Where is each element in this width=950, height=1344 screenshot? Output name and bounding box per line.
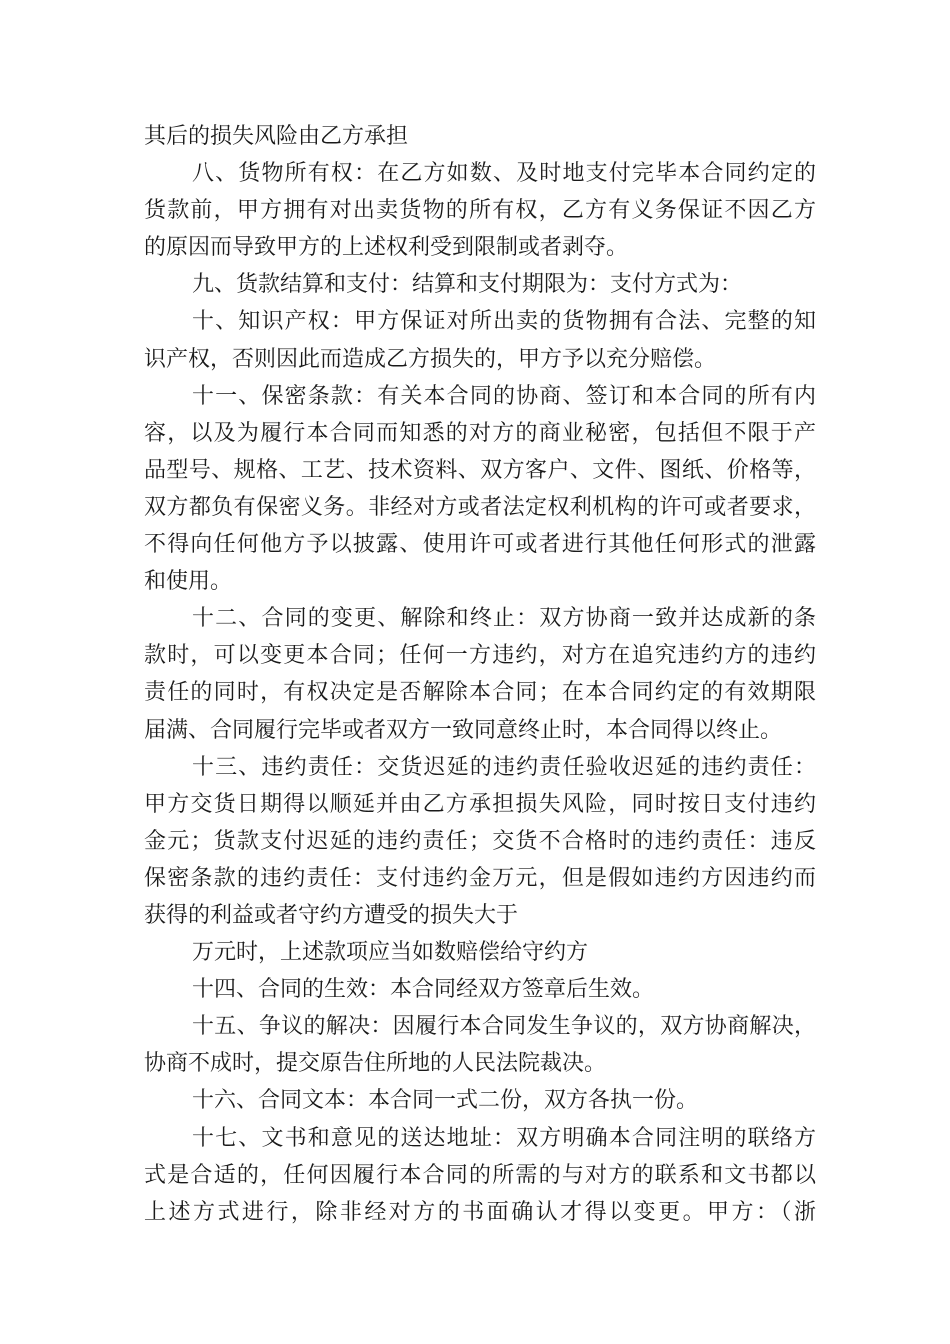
text-line: 责任的同时，有权决定是否解除本合同；在本合同约定的有效期限 [144,680,816,706]
text-line: 保密条款的违约责任：支付违约金万元，但是假如违约方因违约而 [144,865,816,891]
contract-body-text [144,118,816,1231]
text-line: 十四、合同的生效：本合同经双方签章后生效。 [192,977,655,1003]
text-line: 和使用。 [144,569,233,595]
text-line: 十一、保密条款：有关本合同的协商、签订和本合同的所有内 [192,383,816,409]
text-line: 八、货物所有权：在乙方如数、及时地支付完毕本合同约定的 [192,161,816,187]
text-line: 式是合适的，任何因履行本合同的所需的与对方的联系和文书都以 [144,1162,816,1188]
text-line: 万元时，上述款项应当如数赔偿给守约方 [192,940,589,966]
text-line: 十六、合同文本：本合同一式二份，双方各执一份。 [192,1088,699,1114]
text-line: 届满、合同履行完毕或者双方一致同意终止时，本合同得以终止。 [144,717,783,743]
text-line: 不得向任何他方予以披露、使用许可或者进行其他任何形式的泄露 [144,532,816,558]
text-line: 协商不成时，提交原告住所地的人民法院裁决。 [144,1051,607,1077]
text-line: 十二、合同的变更、解除和终止：双方协商一致并达成新的条 [192,606,816,632]
text-line: 双方都负有保密义务。非经对方或者法定权利机构的许可或者要求， [144,494,816,520]
text-line: 九、货款结算和支付：结算和支付期限为：支付方式为： [192,272,743,298]
text-line: 十三、违约责任：交货迟延的违约责任验收迟延的违约责任： [192,754,816,780]
text-line: 十七、文书和意见的送达地址：双方明确本合同注明的联络方 [192,1125,816,1151]
text-line: 款时，可以变更本合同；任何一方违约，对方在追究违约方的违约 [144,643,816,669]
text-line: 甲方交货日期得以顺延并由乙方承担损失风险，同时按日支付违约 [144,791,816,817]
text-line: 十五、争议的解决：因履行本合同发生争议的，双方协商解决， [192,1014,816,1040]
text-line: 的原因而导致甲方的上述权利受到限制或者剥夺。 [144,235,629,261]
text-line: 获得的利益或者守约方遭受的损失大于 [144,902,519,928]
text-line: 识产权，否则因此而造成乙方损失的，甲方予以充分赔偿。 [144,346,717,372]
text-line: 容，以及为履行本合同而知悉的对方的商业秘密，包括但不限于产 [144,420,816,446]
text-line: 其后的损失风险由乙方承担 [144,124,409,149]
text-line: 金元；货款支付迟延的违约责任；交货不合格时的违约责任：违反 [144,828,816,854]
text-line: 十、知识产权：甲方保证对所出卖的货物拥有合法、完整的知 [192,309,816,335]
text-line: 货款前，甲方拥有对出卖货物的所有权，乙方有义务保证不因乙方 [144,198,816,224]
text-line: 上述方式进行，除非经对方的书面确认才得以变更。甲方：（浙 [144,1199,816,1225]
text-line: 品型号、规格、工艺、技术资料、双方客户、文件、图纸、价格等， [144,457,816,483]
